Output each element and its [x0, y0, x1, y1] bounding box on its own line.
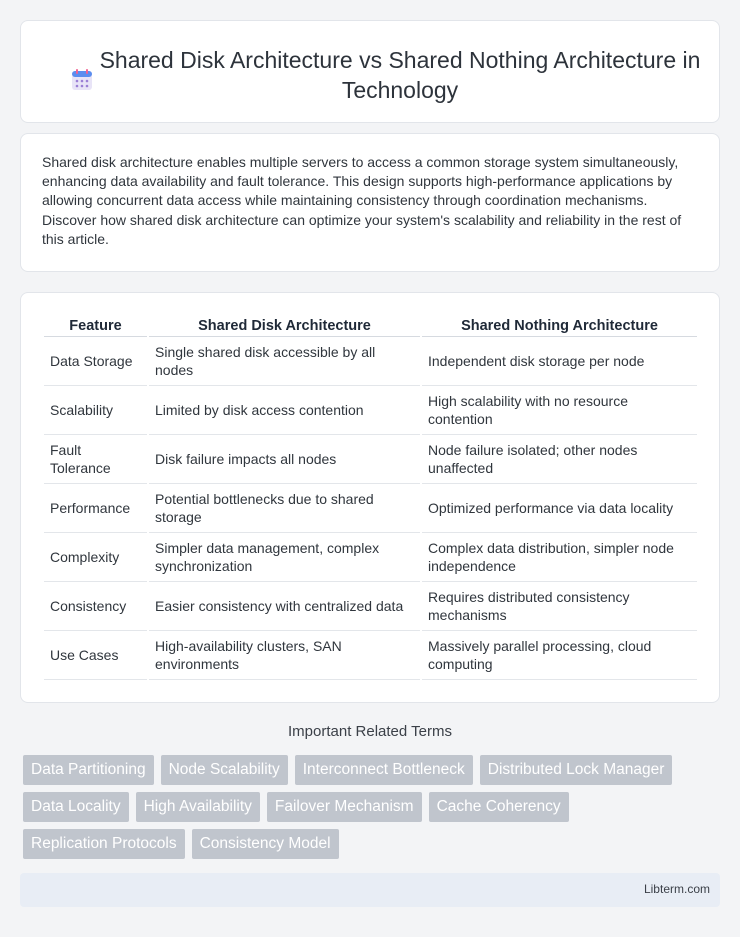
comparison-table-card [20, 292, 720, 703]
table-row [44, 386, 697, 435]
shared-nothing-cell: Massively parallel processing, cloud computing [422, 631, 697, 680]
title-card [20, 20, 720, 123]
related-terms-list [23, 755, 713, 859]
feature-cell: Fault Tolerance [44, 435, 147, 484]
term-chip[interactable]: Data Locality [23, 792, 129, 822]
table-row [44, 631, 697, 680]
table-row [44, 484, 697, 533]
term-chip[interactable]: Replication Protocols [23, 829, 185, 859]
term-chip[interactable]: Distributed Lock Manager [480, 755, 673, 785]
shared-nothing-cell: Node failure isolated; other nodes unaffected [422, 435, 697, 484]
term-chip[interactable]: Interconnect Bottleneck [295, 755, 473, 785]
table-row [44, 337, 697, 386]
term-chip[interactable]: Cache Coherency [429, 792, 569, 822]
table-header-row [44, 314, 697, 337]
term-chip[interactable]: Failover Mechanism [267, 792, 422, 822]
shared-disk-cell: Single shared disk accessible by all nodes [149, 337, 420, 386]
shared-disk-cell: Simpler data management, complex synchronization [149, 533, 420, 582]
feature-cell: Use Cases [44, 631, 147, 680]
shared-nothing-cell: High scalability with no resource contention [422, 386, 697, 435]
header-feature: Feature [44, 314, 147, 337]
feature-cell: Scalability [44, 386, 147, 435]
shared-disk-cell: Potential bottlenecks due to shared storage [149, 484, 420, 533]
shared-nothing-cell: Complex data distribution, simpler node independence [422, 533, 697, 582]
feature-cell: Consistency [44, 582, 147, 631]
intro-card [20, 133, 720, 272]
term-chip[interactable]: High Availability [136, 792, 260, 822]
shared-nothing-cell: Requires distributed consistency mechanisms [422, 582, 697, 631]
shared-nothing-cell: Independent disk storage per node [422, 337, 697, 386]
comparison-table [42, 314, 699, 680]
header-shared-nothing: Shared Nothing Architecture [422, 314, 697, 337]
footer [20, 873, 720, 907]
shared-disk-cell: Disk failure impacts all nodes [149, 435, 420, 484]
feature-cell: Data Storage [44, 337, 147, 386]
term-chip[interactable]: Data Partitioning [23, 755, 154, 785]
table-row [44, 582, 697, 631]
table-row [44, 533, 697, 582]
shared-nothing-cell: Optimized performance via data locality [422, 484, 697, 533]
shared-disk-cell: High-availability clusters, SAN environments [149, 631, 420, 680]
feature-cell: Performance [44, 484, 147, 533]
shared-disk-cell: Limited by disk access contention [149, 386, 420, 435]
footer-site-link[interactable]: Libterm.com [643, 882, 710, 896]
term-chip[interactable]: Node Scalability [161, 755, 288, 785]
intro-paragraph: Shared disk architecture enables multiple servers to access a common storage system simultaneously, enhancing data availability and fault tolerance. This design supports high-performance applications by allowing concurrent data access while maintaining consistency through coordination mechanisms. Discover how shared disk architecture can optimize your system's scalability and reliability in the rest of this article. [42, 154, 682, 247]
header-shared-disk: Shared Disk Architecture [149, 314, 420, 337]
term-chip[interactable]: Consistency Model [192, 829, 339, 859]
related-terms-heading: Important Related Terms [288, 723, 452, 740]
feature-cell: Complexity [44, 533, 147, 582]
shared-disk-cell: Easier consistency with centralized data [149, 582, 420, 631]
table-row [44, 435, 697, 484]
page-title: Shared Disk Architecture vs Shared Nothing Architecture in Technology [99, 47, 701, 103]
